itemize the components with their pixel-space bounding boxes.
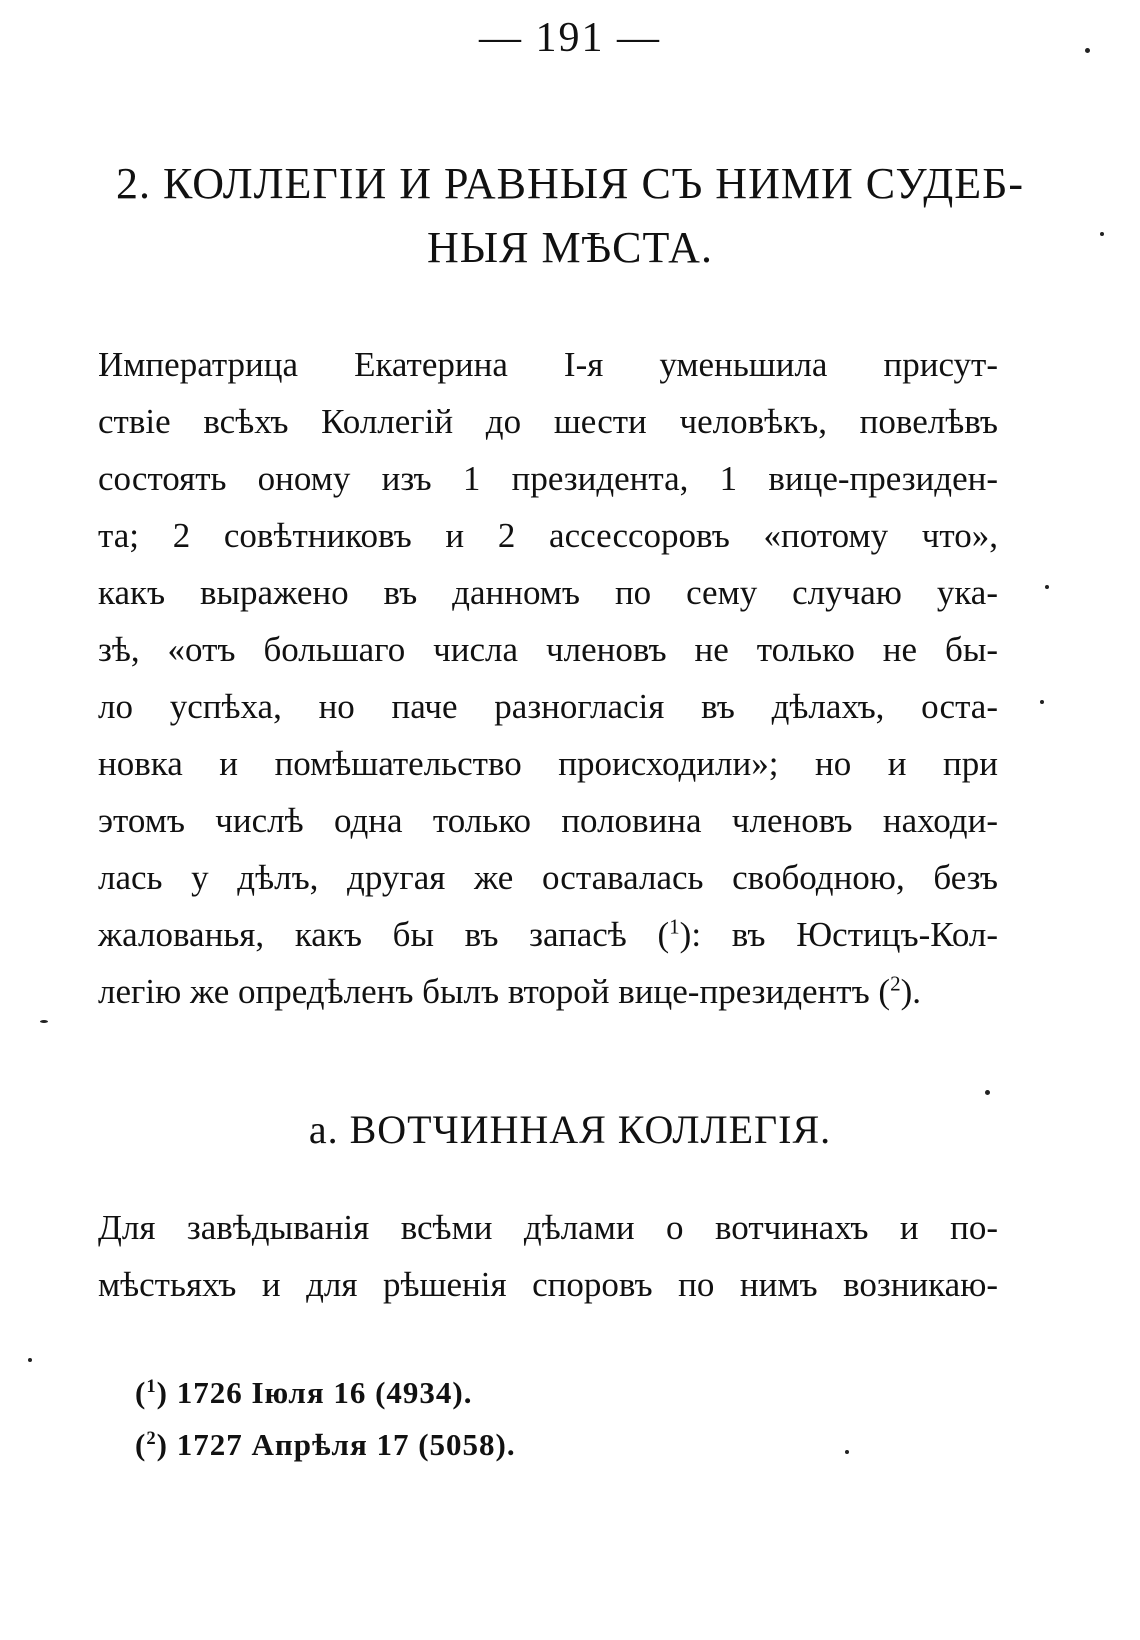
text-line-with-footnote-ref bbox=[98, 906, 998, 963]
text-line: этомъ числѣ одна только половина членовъ находи- bbox=[98, 801, 998, 840]
text-line: состоять оному изъ 1 президента, 1 вице-президен- bbox=[98, 459, 998, 498]
text-line-with-footnote-ref bbox=[98, 963, 998, 1020]
text-line: Императрица Екатерина I-я уменьшила присут- bbox=[98, 345, 998, 384]
text-line: та; 2 совѣтниковъ и 2 ассессоровъ «потому что», bbox=[98, 516, 998, 555]
footnote-1: ($^1$) 1726 Іюля 16 (4934). bbox=[135, 1375, 473, 1410]
scan-speck bbox=[1045, 585, 1049, 589]
text-line: какъ выражено въ данномъ по сему случаю ука- bbox=[98, 573, 998, 612]
scan-speck bbox=[28, 1358, 32, 1362]
section-heading-line-2: НЫЯ МѢСТА. bbox=[427, 223, 713, 272]
footnotes bbox=[135, 1367, 935, 1471]
text-line: зѣ, «отъ большаго числа членовъ не только не бы- bbox=[98, 630, 998, 669]
text-line: Для завѣдыванія всѣми дѣлами о вотчинахъ и по- bbox=[98, 1208, 998, 1247]
footnote-text: 1726 Іюля 16 (4934). bbox=[176, 1375, 473, 1410]
text-segment: легію же опредѣленъ былъ второй вице-президентъ ( bbox=[98, 972, 891, 1011]
text-line: мѣстьяхъ и для рѣшенія споровъ по нимъ возникаю- bbox=[98, 1265, 998, 1304]
footnote-text: 1727 Апрѣля 17 (5058). bbox=[176, 1427, 516, 1462]
paragraph-2 bbox=[98, 1199, 998, 1313]
text-line: лась у дѣлъ, другая же оставалась свободною, безъ bbox=[98, 858, 998, 897]
scan-speck bbox=[845, 1450, 849, 1454]
footnote-mark: 1 bbox=[146, 1375, 157, 1397]
scan-speck bbox=[1085, 48, 1090, 53]
text-line: ствіе всѣхъ Коллегій до шести человѣкъ, повелѣвъ bbox=[98, 402, 998, 441]
scan-speck bbox=[985, 1090, 990, 1095]
section-heading-line-1: 2. КОЛЛЕГІИ И РАВНЫЯ СЪ НИМИ СУДЕБ- bbox=[115, 159, 1025, 208]
scan-speck bbox=[40, 1020, 48, 1023]
scan-speck bbox=[1040, 700, 1044, 704]
paragraph-1 bbox=[98, 336, 998, 1020]
section-heading bbox=[60, 152, 1080, 280]
text-line: новка и помѣшательство происходили»; но и при bbox=[98, 744, 998, 783]
scan-speck bbox=[1100, 232, 1104, 236]
page-number: — 191 — bbox=[479, 15, 661, 61]
text-line: ло успѣха, но паче разногласія въ дѣлахъ, оста- bbox=[98, 687, 998, 726]
footnote-ref-2[interactable]: 2 bbox=[890, 971, 901, 996]
text-segment: ). bbox=[900, 972, 921, 1011]
footnote-ref-1[interactable]: 1 bbox=[669, 914, 680, 939]
footnote-2: ($^2$) 1727 Апрѣля 17 (5058). bbox=[135, 1427, 516, 1462]
text-segment: жалованья, какъ бы въ запасѣ ( bbox=[98, 915, 670, 954]
text-segment: ): въ Юстицъ-Кол- bbox=[679, 915, 998, 954]
subsection-heading: а. ВОТЧИННАЯ КОЛЛЕГІЯ. bbox=[308, 1107, 832, 1152]
footnote-mark: 2 bbox=[146, 1427, 157, 1449]
